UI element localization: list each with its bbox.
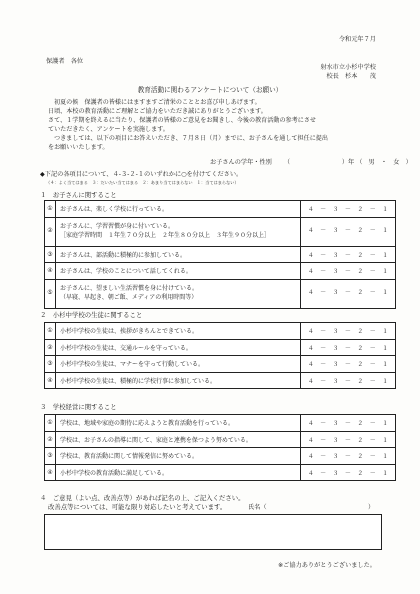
item-text: 小杉中学校の生徒は、挨拶がきちんとできている。 xyxy=(56,323,301,340)
table-row xyxy=(45,323,396,340)
item-number: ① xyxy=(45,415,56,432)
student-info xyxy=(210,157,412,166)
recipient: 保護者 各位 xyxy=(46,58,84,65)
item-text-main: お子さんに、望ましい生活習慣を身に付けている。 xyxy=(60,284,199,292)
rating-scale[interactable]: ４ － ３ － ２ － １ xyxy=(301,339,396,356)
table-row xyxy=(45,372,396,389)
table-row xyxy=(45,431,396,448)
table-row xyxy=(45,217,396,246)
item-text xyxy=(56,279,301,308)
name-label: 氏名（ xyxy=(248,504,267,511)
item-text xyxy=(56,217,301,246)
rating-scale[interactable]: ４ － ３ － ２ － １ xyxy=(301,217,396,246)
item-text: 学校は、お子さんの指導に関して、家庭と連携を保つよう努めている。 xyxy=(56,431,301,448)
item-text: お子さんは、楽しく学校に行っている。 xyxy=(56,201,301,218)
page-title: 教育活動に関わるアンケートについて（お願い） xyxy=(137,86,283,94)
item-text: 小杉中学校の生徒は、交通ルールを守っている。 xyxy=(56,339,301,356)
table-row xyxy=(45,246,396,263)
item-number: ③ xyxy=(45,448,56,465)
instruction: ◆下記の各項目について、４‐３‐２‐１のいずれかに○を付けてください。 xyxy=(40,171,243,178)
rating-scale[interactable]: ４ － ３ － ２ － １ xyxy=(301,246,396,263)
scale-legend: （４：よく当てはまる ３：だいたい当てはまる ２：あまり当てはまらない １：当てはまらない） xyxy=(46,180,239,185)
intro-line: をお願いいたします。 xyxy=(48,144,109,151)
table-row xyxy=(45,415,396,432)
section-heading: １ お子さんに関すること xyxy=(40,191,117,199)
rating-scale[interactable]: ４ － ３ － ２ － １ xyxy=(301,279,396,308)
item-text-sub: ［家庭学習時間 １年生７０分以上 ２年生８０分以上 ３年生９０分以上］ xyxy=(60,231,271,239)
rating-scale[interactable]: ４ － ３ － ２ － １ xyxy=(301,372,396,389)
intro-line: つきましては、以下の項目にお答えいただき、７月８日（月）までに、お子さんを通して担任に提出 xyxy=(54,135,328,142)
name-field[interactable] xyxy=(272,502,364,510)
table-row xyxy=(45,339,396,356)
principal-name: 校長 杉本 茂 xyxy=(326,73,376,80)
opinion-textarea[interactable] xyxy=(44,514,382,550)
question-table xyxy=(44,414,396,481)
rating-scale[interactable]: ４ － ３ － ２ － １ xyxy=(301,263,396,280)
item-text: お子さんは、学校のことについて話してくれる。 xyxy=(56,263,301,280)
item-text: 小杉中学校の教育活動に満足している。 xyxy=(56,464,301,481)
item-text: 学校は、教育活動に関して情報発信に努めている。 xyxy=(56,448,301,465)
table-row xyxy=(45,464,396,481)
question-table xyxy=(44,322,396,389)
intro-line: ていただきたく、アンケートを実施します。 xyxy=(48,126,169,133)
item-number: ② xyxy=(45,217,56,246)
rating-scale[interactable]: ４ － ３ － ２ － １ xyxy=(301,323,396,340)
grade-suffix: ）年 xyxy=(341,159,355,166)
name-close: ） xyxy=(368,504,375,511)
item-text: 小杉中学校の生徒は、積極的に学校行事に参加している。 xyxy=(56,372,301,389)
item-number: ④ xyxy=(45,372,56,389)
item-text: 小杉中学校の生徒は、マナーを守って行動している。 xyxy=(56,356,301,373)
intro-line: 日頃、本校の教育活動にご理解とご協力をいただき誠にありがとうございます。 xyxy=(48,108,267,115)
rating-scale[interactable]: ４ － ３ － ２ － １ xyxy=(301,448,396,465)
section-heading: ３ 学校経営に関すること xyxy=(40,403,117,411)
rating-scale[interactable]: ４ － ３ － ２ － １ xyxy=(301,431,396,448)
rating-scale[interactable]: ４ － ３ － ２ － １ xyxy=(301,356,396,373)
student-info-label: お子さんの学年・性別 xyxy=(210,159,272,166)
item-number: ① xyxy=(45,201,56,218)
item-number: ③ xyxy=(45,246,56,263)
item-number: ② xyxy=(45,431,56,448)
item-text: お子さんは、部活動に積極的に参加している。 xyxy=(56,246,301,263)
question-table xyxy=(44,200,396,309)
item-number: ③ xyxy=(45,356,56,373)
intro-line: 初夏の候 保護者の皆様にはますますご清栄のこととお喜び申しあげます。 xyxy=(54,99,261,106)
item-number: ② xyxy=(45,339,56,356)
item-text-main: お子さんに、学習習慣が身に付いている。 xyxy=(60,222,175,230)
rating-scale[interactable]: ４ － ３ － ２ － １ xyxy=(301,464,396,481)
sex-option[interactable]: （ 男 ・ 女 ） xyxy=(356,159,412,166)
table-row xyxy=(45,279,396,308)
intro-line: さて、１学期を終えるに当たり、保護者の皆様のご意見をお聞きし、今後の教育活動の参考にさせ xyxy=(48,117,317,124)
grade-field[interactable] xyxy=(284,157,342,166)
table-row xyxy=(45,263,396,280)
rating-scale[interactable]: ４ － ３ － ２ － １ xyxy=(301,415,396,432)
item-number: ① xyxy=(45,323,56,340)
item-number: ④ xyxy=(45,263,56,280)
item-text: 学校は、地域や家庭の期待に応えようと教育活動を行っている。 xyxy=(56,415,301,432)
rating-scale[interactable]: ４ － ３ － ２ － １ xyxy=(301,201,396,218)
thanks-note: ※ご協力ありがとうございました。 xyxy=(278,562,376,569)
date: 令和元年７月 xyxy=(338,36,376,43)
opinion-note: 改善点等については、可能な限り対応したいと考えています。 xyxy=(48,503,227,511)
table-row xyxy=(45,201,396,218)
grade-paren-open: （ xyxy=(283,159,291,166)
item-number: ④ xyxy=(45,464,56,481)
item-text-sub: （早寝、早起き、朝ご飯、メディアの利用時間等） xyxy=(60,293,198,301)
table-row xyxy=(45,448,396,465)
opinion-heading: ４ ご意見（よい点、改善点等）があれば記名の上、ご記入ください。 xyxy=(40,494,245,502)
school-name: 射水市立小杉中学校 xyxy=(320,64,376,71)
table-row xyxy=(45,356,396,373)
section-heading: ２ 小杉中学校の生徒に関すること xyxy=(40,311,143,319)
item-number: ⑤ xyxy=(45,279,56,308)
